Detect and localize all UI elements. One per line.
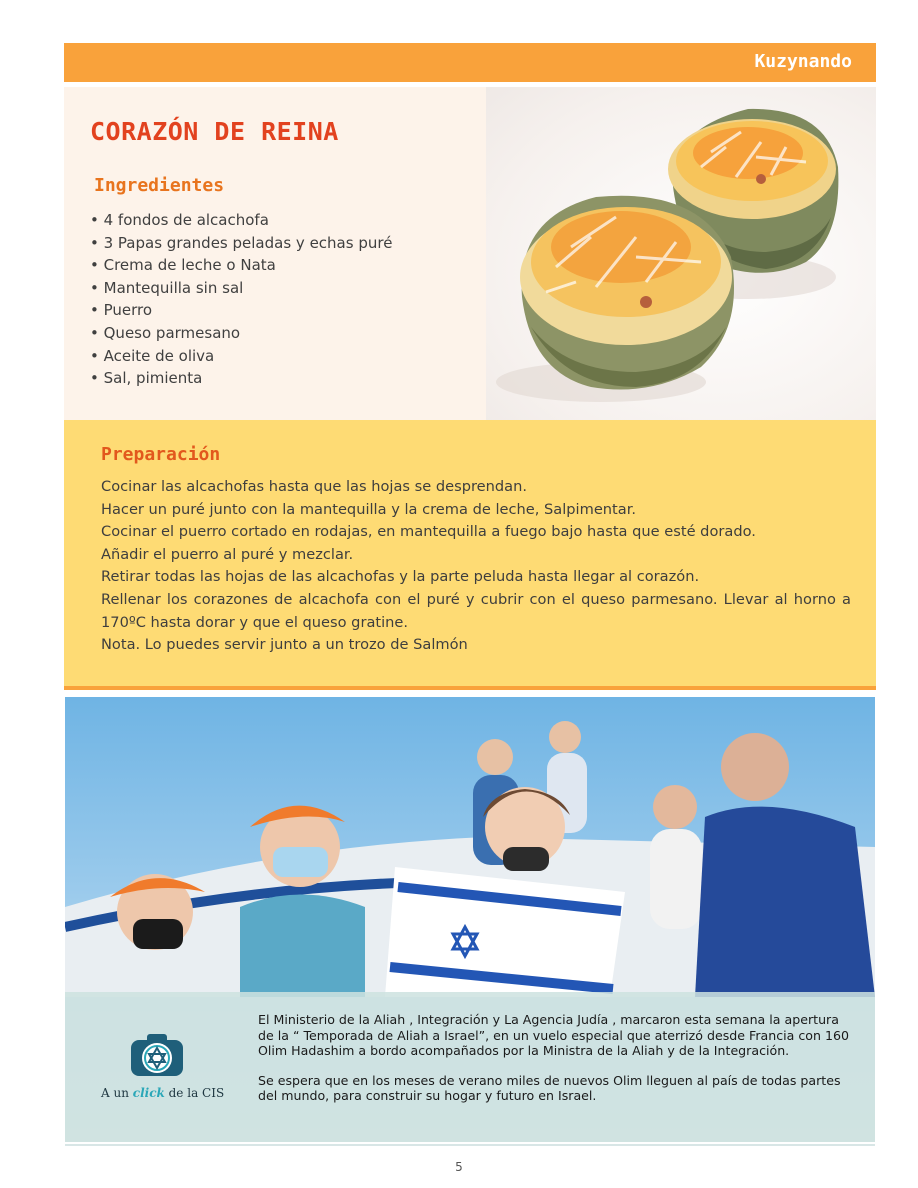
preparation-heading: Preparación (101, 444, 221, 465)
aliyah-arrival-photo (65, 697, 875, 1142)
logo-highlight: click (132, 1086, 165, 1100)
divider (64, 686, 876, 690)
news-paragraph: Se espera que en los meses de verano miles de nuevos Olim lleguen al país de todas partes del mundo, para construir su hogar y futuro en Israel. (258, 1072, 841, 1104)
ingredient-item: • Aceite de oliva (90, 345, 392, 368)
cis-logo-text (101, 1086, 224, 1100)
news-caption-text (258, 1012, 850, 1118)
preparation-step: Nota. Lo puedes servir junto a un trozo de Salmón (101, 636, 468, 654)
preparation-step: Cocinar las alcachofas hasta que las hojas se desprendan. (101, 478, 527, 495)
preparation-step: Añadir el puerro al puré y mezclar. (101, 545, 354, 563)
ingredient-item: • 3 Papas grandes peladas y echas puré (90, 232, 392, 255)
ingredient-item: • Puerro (90, 299, 392, 322)
preparation-steps (101, 476, 851, 657)
section-title: Kuzynando (754, 51, 852, 72)
recipe-ingredients-panel (64, 87, 876, 420)
ingredient-item: • Sal, pimienta (90, 367, 392, 390)
preparation-step: Hacer un puré junto con la mantequilla y la crema de leche, Salpimentar. (101, 500, 637, 518)
logo-prefix: A un (101, 1086, 133, 1100)
recipe-title: CORAZÓN DE REINA (90, 117, 339, 146)
ingredients-list (90, 209, 392, 390)
divider (65, 1144, 875, 1146)
logo-suffix: de la CIS (164, 1086, 225, 1100)
ingredients-heading: Ingredientes (94, 175, 225, 196)
preparation-panel (64, 420, 876, 686)
preparation-step: Retirar todas las hojas de las alcachofas y la parte peluda hasta llegar al corazón. (101, 568, 700, 586)
ingredient-item: • 4 fondos de alcachofa (90, 209, 392, 232)
ingredient-item: • Crema de leche o Nata (90, 254, 392, 277)
camera-icon (129, 1032, 185, 1078)
preparation-step: Cocinar el puerro cortado en rodajas, en mantequilla a fuego bajo hasta que esté dorado. (101, 523, 756, 541)
crowd-illustration (65, 697, 875, 997)
artichoke-dish-photo (486, 87, 876, 420)
artichoke-illustration (486, 87, 876, 420)
ingredient-item: • Mantequilla sin sal (90, 277, 392, 300)
ingredient-item: • Queso parmesano (90, 322, 392, 345)
preparation-step: Rellenar los corazones de alcachofa con el puré y cubrir con el queso parmesano. Llevar al horno a 170ºC hasta dorar y que el queso gratine. (101, 590, 851, 631)
section-header-bar (64, 43, 876, 82)
news-caption-panel (65, 992, 875, 1142)
news-paragraph: El Ministerio de la Aliah , Integración y La Agencia Judía , marcaron esta semana la apertura de la “ Temporada de Aliah a Israel”, en un vuelo especial que aterrizó desde Francia con 160 Olim Hadashim a bordo acompañados por la Ministra de la Aliah y de la Integración. (258, 1012, 850, 1059)
page-number: 5 (455, 1160, 463, 1174)
